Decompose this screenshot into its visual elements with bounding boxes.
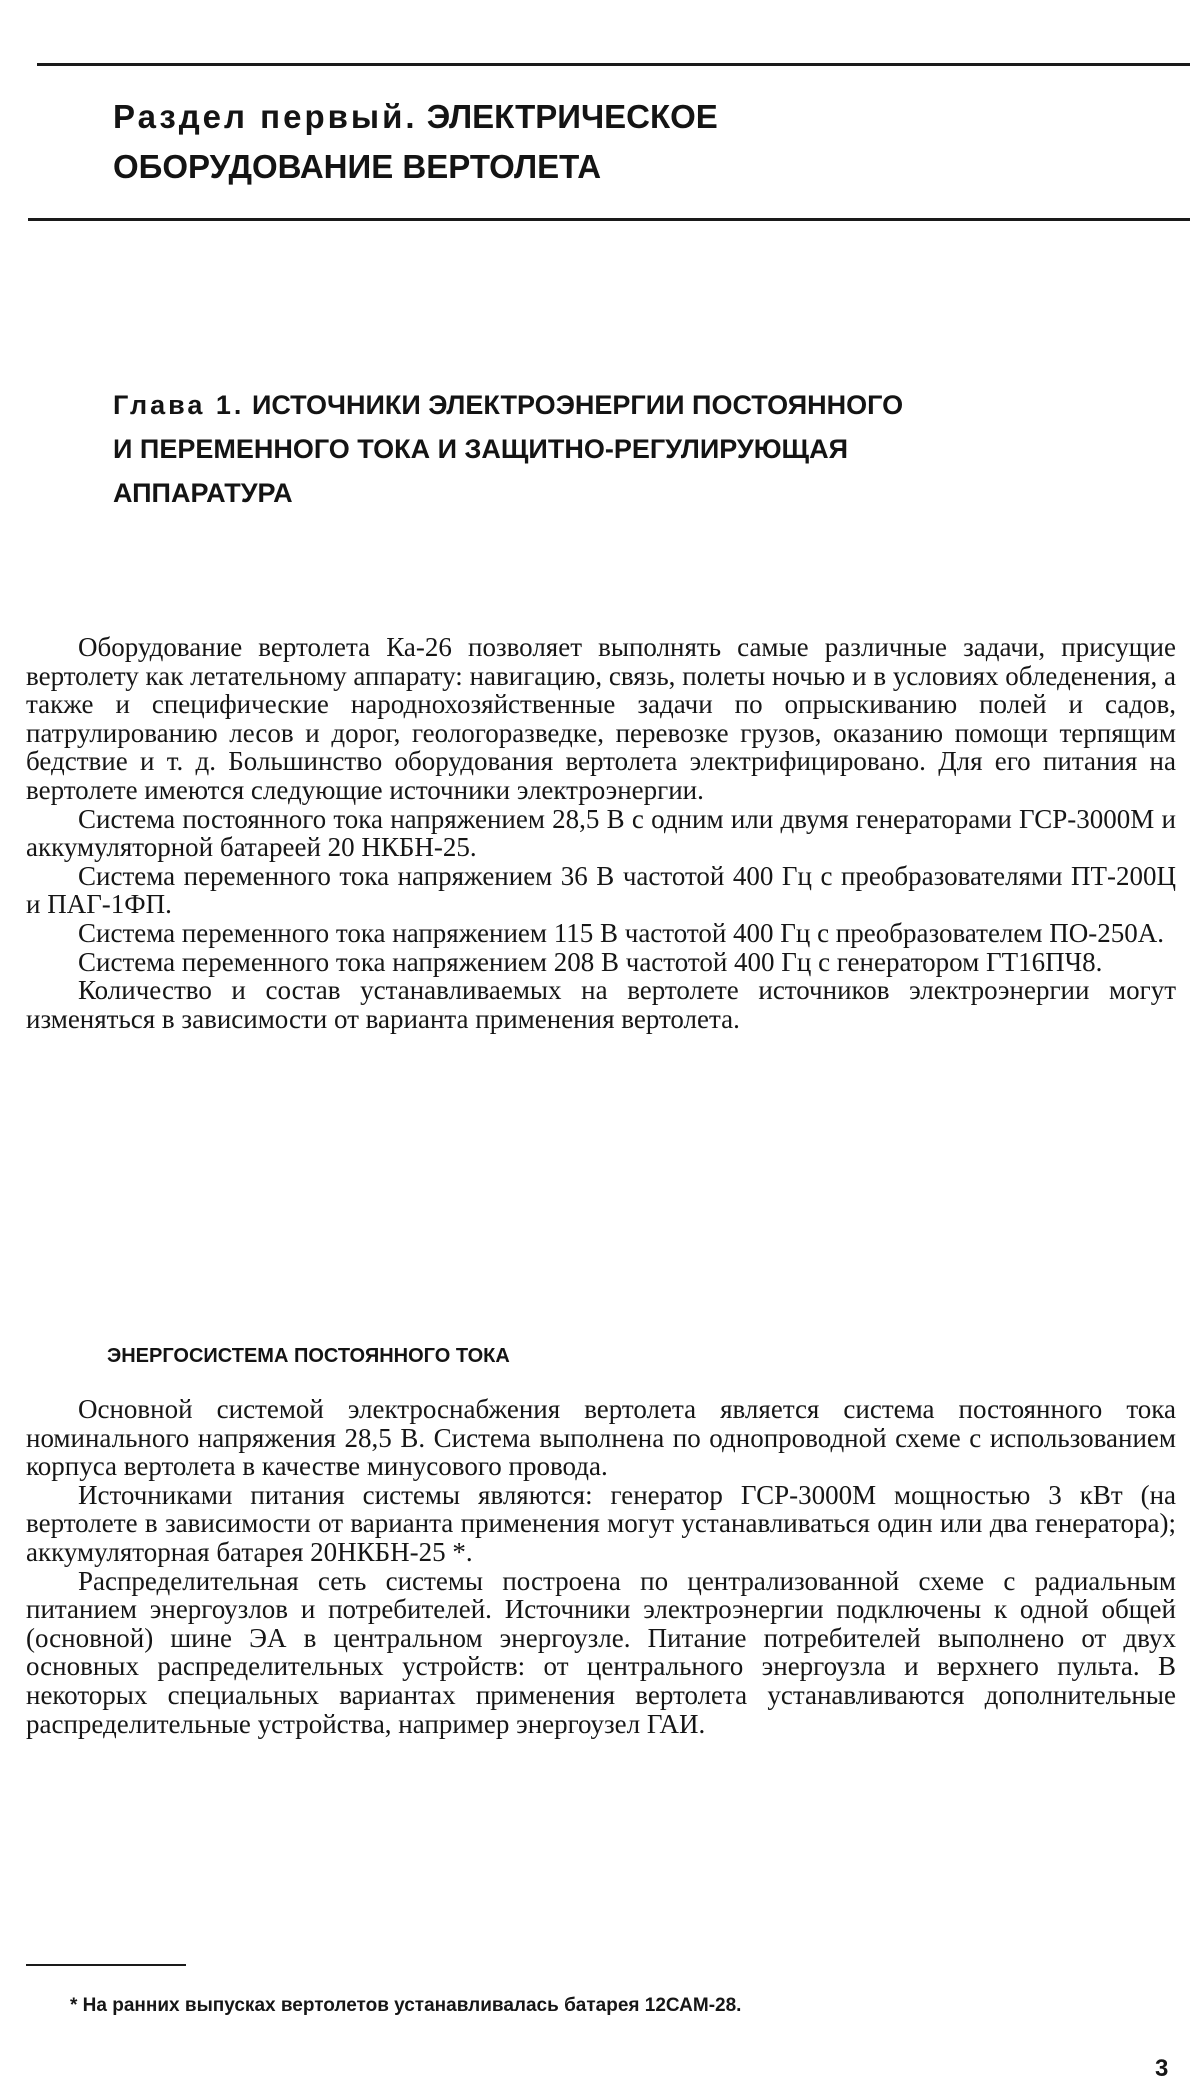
chapter-title-line1: ИСТОЧНИКИ ЭЛЕКТРОЭНЕРГИИ ПОСТОЯННОГО [251, 390, 904, 420]
subsection-paragraph-1: Основной системой электроснабжения вертолета является система постоянного тока номинального напряжения 28,5 В. Система выполнена по однопроводной схеме с использованием корпуса вертолета в качестве минусового провода. [26, 1394, 1176, 1482]
subsection-paragraph-3: Распределительная сеть системы построена по централизованной схеме с радиальным питанием энергоузлов и потребителей. Источники электроэнергии подключены к одной общей (основной) шине ЭА в центральном энергоузле. Питание потребителей выполнено от двух основных распределительных устройств: от центрального энергоузла и верхнего пульта. В некоторых специальных вариантах применения вертолета устанавливаются дополнительные распределительные устройства, например энергоузел ГАИ. [26, 1565, 1176, 1739]
section-top-rule [37, 63, 1190, 66]
section-heading [113, 92, 718, 192]
chapter-title-line2: И ПЕРЕМЕННОГО ТОКА И ЗАЩИТНО-РЕГУЛИРУЮЩАЯ [113, 434, 848, 464]
intro-paragraph-5: Система переменного тока напряжением 208 В частотой 400 Гц с генератором ГТ16ПЧ8. [78, 946, 1103, 977]
section-label: Раздел первый. [113, 98, 418, 135]
subsection-heading: ЭНЕРГОСИСТЕМА ПОСТОЯННОГО ТОКА [107, 1345, 510, 1367]
intro-paragraph-6: Количество и состав устанавливаемых на вертолете источников электроэнергии могут изменяться в зависимости от варианта применения вертолета. [26, 975, 1176, 1034]
section-bottom-rule [28, 218, 1190, 221]
intro-paragraph-3: Система переменного тока напряжением 36 В частотой 400 Гц с преобразователями ПТ-200Ц и ПАГ-1ФП. [26, 860, 1176, 920]
page-number: 3 [1155, 2055, 1169, 2082]
section-title-line2: ОБОРУДОВАНИЕ ВЕРТОЛЕТА [113, 148, 602, 185]
intro-paragraph-1: Оборудование вертолета Ка-26 позволяет выполнять самые различные задачи, присущие вертолету как летательному аппарату: навигацию, связь, полеты ночью и в условиях обледенения, а также и специфические народнохозяйственные задачи по опрыскиванию полей и садов, патрулированию лесов и дорог, геологоразведке, перевозке грузов, оказанию помощи терпящим бедствие и т. д. Большинство оборудования вертолета электрифицировано. Для его питания на вертолете имеются следующие источники электроэнергии. [26, 632, 1176, 805]
intro-text [26, 633, 1176, 1033]
chapter-heading [113, 383, 903, 515]
footnote: * На ранних выпусках вертолетов устанавливалась батарея 12САМ-28. [70, 1995, 742, 2016]
subsection-paragraph-2: Источниками питания системы являются: генератор ГСР-3000М мощностью 3 кВт (на вертолете в зависимости от варианта применения могут устанавливаться один или два генератора); аккумуляторная батарея 20НКБН-25 *. [26, 1479, 1176, 1567]
intro-paragraph-2: Система постоянного тока напряжением 28,5 В с одним или двумя генераторами ГСР-3000М и аккумуляторной батареей 20 НКБН-25. [26, 803, 1176, 863]
section-title-line1: ЭЛЕКТРИЧЕСКОЕ [426, 98, 718, 135]
chapter-label: Глава 1. [113, 390, 245, 420]
intro-paragraph-4: Система переменного тока напряжением 115 В частотой 400 Гц с преобразователем ПО-250А. [78, 917, 1164, 948]
subsection-text [26, 1395, 1176, 1738]
footnote-rule [26, 1964, 186, 1966]
chapter-title-line3: АППАРАТУРА [113, 478, 293, 508]
